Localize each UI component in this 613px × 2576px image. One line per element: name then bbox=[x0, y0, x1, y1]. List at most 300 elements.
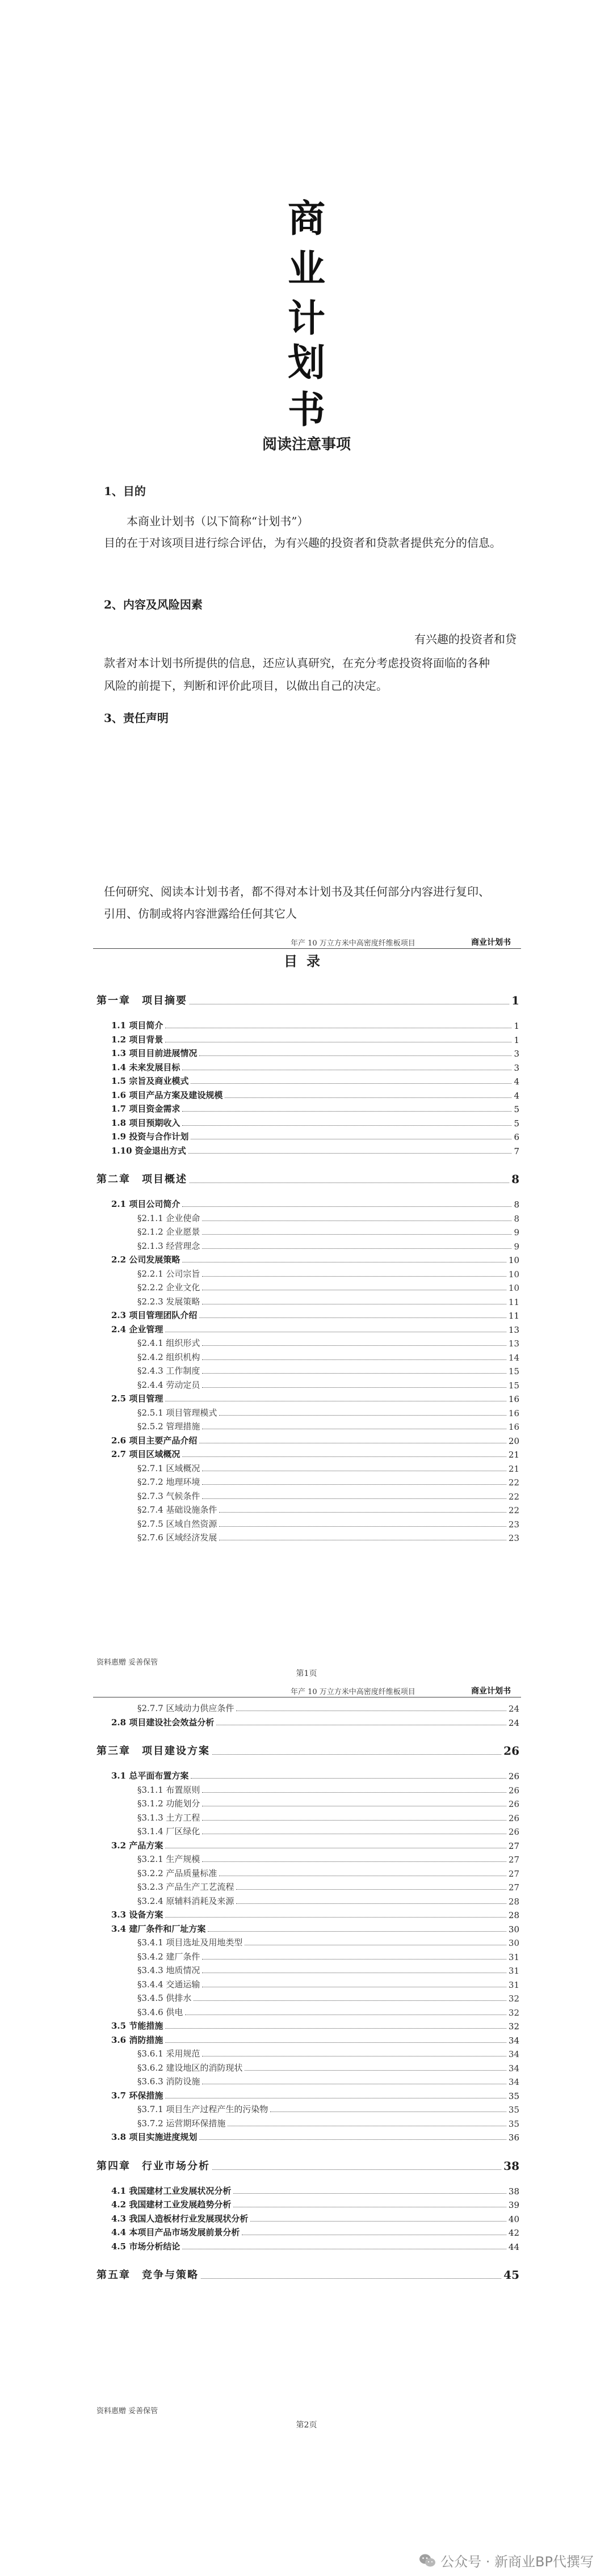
toc-leader-dots bbox=[199, 1317, 506, 1318]
toc-entry[interactable] bbox=[111, 2184, 519, 2197]
toc-entry-page: 6 bbox=[514, 1132, 519, 1142]
toc-entry[interactable] bbox=[137, 1420, 519, 1432]
toc-leader-dots bbox=[219, 1414, 506, 1416]
toc-leader-dots bbox=[270, 2111, 506, 2112]
toc-entry-page: 24 bbox=[508, 1717, 519, 1728]
toc-entry-label: 1.10 资金退出方式 bbox=[111, 1145, 186, 1156]
toc-leader-dots bbox=[219, 1539, 506, 1540]
toc-entry[interactable] bbox=[111, 1033, 519, 1045]
footer-confidential: 资料惠赠 妥善保管 bbox=[96, 2407, 158, 2415]
toc-leader-dots bbox=[202, 1373, 506, 1374]
toc-entry-page: 27 bbox=[508, 1868, 519, 1879]
toc-entry[interactable] bbox=[111, 1392, 519, 1404]
toc-leader-dots bbox=[182, 2248, 506, 2249]
toc-entry-label: 4.3 我国人造板材行业发展现状分析 bbox=[111, 2213, 249, 2224]
toc-entry-page: 28 bbox=[508, 1910, 519, 1920]
toc-entry-label: §3.6.2 建设地区的消防现状 bbox=[137, 2062, 243, 2073]
toc-entry-page: 22 bbox=[508, 1477, 519, 1488]
section-heading: 1、目的 bbox=[104, 484, 146, 498]
toc-entry[interactable] bbox=[137, 2117, 519, 2129]
toc-entry-page: 5 bbox=[514, 1118, 519, 1129]
toc-entry-label: §3.1.4 厂区绿化 bbox=[137, 1826, 200, 1836]
toc-leader-dots bbox=[202, 1498, 506, 1499]
toc-entry-page: 10 bbox=[508, 1269, 519, 1279]
toc-chapter[interactable] bbox=[96, 2158, 519, 2173]
toc-leader-dots bbox=[199, 1055, 511, 1056]
toc-entry[interactable] bbox=[137, 1350, 519, 1363]
toc-entry-label: 3.6 消防措施 bbox=[111, 2034, 163, 2045]
toc-entry[interactable] bbox=[137, 1783, 519, 1796]
toc-entry-page: 28 bbox=[508, 1896, 519, 1907]
toc-entry[interactable] bbox=[111, 1130, 519, 1142]
toc-entry[interactable] bbox=[111, 2198, 519, 2210]
toc-entry-page: 35 bbox=[508, 2105, 519, 2115]
toc-leader-dots bbox=[212, 2169, 501, 2170]
toc-entry-page: 32 bbox=[508, 2007, 519, 2018]
toc-leader-dots bbox=[202, 1833, 506, 1834]
toc-entry-label: 1.1 项目简介 bbox=[111, 1020, 163, 1031]
toc-entry-page: 26 bbox=[508, 1771, 519, 1781]
toc-entry[interactable] bbox=[137, 1880, 519, 1893]
watermark-text: 公众号 · 新商业BP代撰写 bbox=[440, 2554, 594, 2570]
toc-leader-dots bbox=[202, 1276, 506, 1277]
toc-entry-page: 5 bbox=[514, 1104, 519, 1114]
toc-chapter[interactable] bbox=[96, 1171, 519, 1186]
toc-entry[interactable] bbox=[111, 1074, 519, 1087]
toc-entry-label: §2.4.4 劳动定员 bbox=[137, 1379, 200, 1390]
toc-leader-dots bbox=[202, 1986, 506, 1987]
toc-entry[interactable] bbox=[137, 1991, 519, 2004]
toc-entry-label: 1.7 项目资金需求 bbox=[111, 1104, 180, 1114]
toc-entry-page: 23 bbox=[508, 1533, 519, 1543]
toc-entry-page: 34 bbox=[508, 2049, 519, 2059]
section-heading: 3、责任声明 bbox=[104, 711, 169, 725]
toc-entry[interactable] bbox=[137, 2102, 519, 2115]
toc-entry-page: 30 bbox=[508, 1924, 519, 1935]
toc-entry[interactable] bbox=[137, 1963, 519, 1976]
toc-leader-dots bbox=[165, 1847, 506, 1848]
toc-leader-dots bbox=[191, 1777, 506, 1779]
toc-entry[interactable] bbox=[137, 1797, 519, 1809]
toc-entry-label: §3.4.4 交通运输 bbox=[137, 1979, 200, 1990]
toc-entry-label: §2.7.2 地理环境 bbox=[137, 1477, 200, 1487]
toc-entry[interactable] bbox=[111, 2019, 519, 2032]
toc-entry[interactable] bbox=[111, 1253, 519, 1265]
footer-confidential: 资料惠赠 妥善保管 bbox=[96, 1658, 158, 1667]
toc-entry-label: §3.2.3 产品生产工艺流程 bbox=[137, 1882, 234, 1892]
toc-entry[interactable] bbox=[137, 1462, 519, 1474]
toc-entry-page: 32 bbox=[508, 1994, 519, 2004]
toc-entry[interactable] bbox=[111, 1716, 519, 1728]
toc-entry[interactable] bbox=[111, 1308, 519, 1321]
toc-entry[interactable] bbox=[137, 1211, 519, 1224]
page-number: 第2页 bbox=[296, 2421, 317, 2430]
toc-leader-dots bbox=[202, 1819, 506, 1821]
toc-leader-dots bbox=[202, 1484, 506, 1485]
toc-entry[interactable] bbox=[111, 2130, 519, 2143]
toc-entry-page: 31 bbox=[508, 1952, 519, 1962]
toc-entry-label: 4.2 我国建材工业发展趋势分析 bbox=[111, 2199, 232, 2210]
toc-entry-page: 26 bbox=[503, 1744, 519, 1758]
body-line: 目的在于对该项目进行综合评估，为有兴趣的投资者和贷款者提供充分的信息。 bbox=[104, 536, 501, 550]
toc-leader-dots bbox=[202, 1805, 506, 1806]
toc-entry-page: 26 bbox=[508, 1785, 519, 1796]
toc-leader-dots bbox=[236, 1903, 506, 1904]
toc-entry-label: 4.4 本项目产品市场发展前景分析 bbox=[111, 2227, 240, 2237]
toc-entry[interactable] bbox=[137, 2047, 519, 2059]
toc-leader-dots bbox=[245, 2070, 506, 2071]
toc-leader-dots bbox=[233, 2193, 506, 2194]
toc-leader-dots bbox=[202, 1958, 506, 1960]
toc-entry-page: 15 bbox=[508, 1366, 519, 1376]
toc-entry-page: 31 bbox=[508, 1966, 519, 1976]
cover-title-char: 书 bbox=[288, 387, 325, 432]
toc-entry-page: 20 bbox=[508, 1435, 519, 1446]
toc-entry-label: §2.1.3 经营理念 bbox=[137, 1240, 200, 1251]
toc-entry-label: 4.5 市场分析结论 bbox=[111, 2241, 180, 2252]
toc-entry-label: 第二章 项目概述 bbox=[96, 1173, 187, 1185]
toc-entry-label: 4.1 我国建材工业发展状况分析 bbox=[111, 2185, 232, 2196]
toc-leader-dots bbox=[199, 1442, 506, 1443]
toc-entry-label: 1.4 未来发展目标 bbox=[111, 1062, 180, 1072]
toc-entry-label: §2.4.3 工作制度 bbox=[137, 1366, 200, 1376]
toc-entry-page: 11 bbox=[508, 1297, 519, 1307]
toc-entry-page: 1 bbox=[514, 1021, 519, 1031]
toc-leader-dots bbox=[202, 2055, 506, 2056]
toc-entry-page: 38 bbox=[508, 2186, 519, 2197]
toc-entry-label: 2.5 项目管理 bbox=[111, 1393, 163, 1404]
toc-entry-page: 1 bbox=[514, 1034, 519, 1045]
toc-entry-label: 2.2 公司发展策略 bbox=[111, 1255, 180, 1265]
toc-entry-label: §3.7.1 项目生产过程产生的污染物 bbox=[137, 2104, 268, 2114]
cover-title-char: 划 bbox=[288, 340, 325, 385]
toc-entry-label: §3.2.4 原辅料消耗及来源 bbox=[137, 1895, 234, 1906]
toc-leader-dots bbox=[202, 1387, 506, 1388]
toc-entry-label: §3.1.3 土方工程 bbox=[137, 1812, 200, 1823]
toc-entry-page: 21 bbox=[508, 1450, 519, 1460]
toc-leader-dots bbox=[236, 1889, 506, 1890]
toc-entry-label: 3.4 建厂条件和厂址方案 bbox=[111, 1923, 206, 1934]
toc-leader-dots bbox=[219, 1511, 506, 1513]
toc-entry[interactable] bbox=[111, 1116, 519, 1129]
toc-entry-label: 1.3 项目目前进展情况 bbox=[111, 1048, 198, 1058]
toc-entry-label: 3.1 总平面布置方案 bbox=[111, 1771, 189, 1781]
toc-leader-dots bbox=[202, 1861, 506, 1862]
toc-entry[interactable] bbox=[137, 1267, 519, 1279]
toc-leader-dots bbox=[208, 1931, 506, 1932]
toc-entry-page: 23 bbox=[508, 1519, 519, 1530]
header-project: 年产 10 万立方米中高密度纤维板项目 bbox=[291, 939, 415, 948]
toc-entry-page: 4 bbox=[514, 1090, 519, 1101]
toc-entry-label: 3.2 产品方案 bbox=[111, 1840, 163, 1851]
header-project: 年产 10 万立方米中高密度纤维板项目 bbox=[291, 1688, 415, 1696]
toc-leader-dots bbox=[182, 1261, 506, 1262]
toc-entry-label: §3.4.6 供电 bbox=[137, 2007, 183, 2017]
toc-entry-label: 1.5 宗旨及商业模式 bbox=[111, 1076, 189, 1086]
toc-leader-dots bbox=[219, 1526, 506, 1527]
toc-entry-label: 1.6 项目产品方案及建设规模 bbox=[111, 1089, 223, 1100]
toc-leader-dots bbox=[199, 2139, 506, 2140]
toc-entry[interactable] bbox=[137, 1475, 519, 1488]
toc-entry[interactable] bbox=[111, 2226, 519, 2238]
toc-entry[interactable] bbox=[137, 1978, 519, 1990]
toc-entry-label: §2.2.1 公司宗旨 bbox=[137, 1268, 200, 1279]
toc-entry-label: 3.3 设备方案 bbox=[111, 1910, 163, 1920]
toc-entry[interactable] bbox=[137, 1364, 519, 1376]
cover-title-char: 商 bbox=[288, 196, 325, 240]
toc-entry-page: 9 bbox=[514, 1241, 519, 1252]
toc-entry-page: 10 bbox=[508, 1255, 519, 1265]
toc-entry[interactable] bbox=[137, 1503, 519, 1515]
toc-entry[interactable] bbox=[137, 1701, 519, 1714]
toc-entry[interactable] bbox=[111, 1061, 519, 1073]
toc-entry[interactable] bbox=[111, 2240, 519, 2252]
body-line: 款者对本计划书所提供的信息，还应认真研究，在充分考虑投资将面临的各种 bbox=[104, 656, 490, 670]
toc-leader-dots bbox=[182, 1206, 511, 1207]
toc-leader-dots bbox=[202, 1428, 506, 1429]
toc-entry[interactable] bbox=[137, 1825, 519, 1837]
toc-entry-label: §2.4.1 组织形式 bbox=[137, 1338, 200, 1348]
toc-entry-label: 第五章 竞争与策略 bbox=[96, 2269, 199, 2281]
toc-leader-dots bbox=[202, 1220, 511, 1221]
toc-entry[interactable] bbox=[137, 1295, 519, 1307]
toc-entry-page: 8 bbox=[511, 1172, 519, 1186]
toc-entry[interactable] bbox=[137, 2005, 519, 2018]
toc-entry-label: 2.1 项目公司简介 bbox=[111, 1199, 180, 1209]
toc-entry-page: 16 bbox=[508, 1408, 519, 1418]
toc-entry[interactable] bbox=[111, 1046, 519, 1059]
toc-entry-label: §3.2.2 产品质量标准 bbox=[137, 1868, 217, 1878]
cover-title-char: 计 bbox=[288, 296, 325, 340]
toc-leader-dots bbox=[182, 1125, 511, 1126]
toc-entry-label: 2.4 企业管理 bbox=[111, 1324, 163, 1335]
toc-entry[interactable] bbox=[111, 1922, 519, 1935]
toc-leader-dots bbox=[165, 2028, 506, 2029]
toc-entry[interactable] bbox=[137, 2075, 519, 2087]
toc-entry[interactable] bbox=[111, 1769, 519, 1781]
toc-entry[interactable] bbox=[137, 1936, 519, 1948]
toc-entry-page: 38 bbox=[503, 2159, 519, 2173]
toc-title: 目录 bbox=[284, 953, 329, 969]
toc-entry-label: §3.4.5 供排水 bbox=[137, 1993, 192, 2003]
toc-leader-dots bbox=[202, 1359, 506, 1360]
toc-entry-label: §3.2.1 生产规模 bbox=[137, 1854, 200, 1864]
toc-leader-dots bbox=[190, 1182, 509, 1183]
toc-entry-label: §2.1.1 企业使命 bbox=[137, 1213, 200, 1223]
toc-leader-dots bbox=[242, 2234, 506, 2235]
toc-entry-page: 26 bbox=[508, 1799, 519, 1809]
toc-entry-page: 8 bbox=[514, 1213, 519, 1224]
toc-leader-dots bbox=[202, 1303, 506, 1304]
toc-entry[interactable] bbox=[137, 1489, 519, 1502]
toc-leader-dots bbox=[202, 1470, 506, 1471]
toc-entry[interactable] bbox=[137, 1531, 519, 1543]
toc-entry[interactable] bbox=[137, 1378, 519, 1391]
toc-entry-page: 22 bbox=[508, 1491, 519, 1502]
toc-entry-page: 16 bbox=[508, 1394, 519, 1404]
toc-entry[interactable] bbox=[111, 1908, 519, 1920]
toc-entry[interactable] bbox=[111, 1323, 519, 1335]
toc-entry-page: 26 bbox=[508, 1827, 519, 1837]
toc-leader-dots bbox=[202, 1972, 506, 1973]
toc-entry-label: 第三章 项目建设方案 bbox=[96, 1745, 210, 1757]
toc-entry-page: 22 bbox=[508, 1505, 519, 1515]
body-line: 有兴趣的投资者和贷 bbox=[414, 632, 517, 646]
toc-entry-page: 35 bbox=[508, 2091, 519, 2101]
toc-entry[interactable] bbox=[111, 2089, 519, 2101]
toc-entry[interactable] bbox=[111, 1144, 519, 1156]
toc-leader-dots bbox=[165, 1916, 506, 1918]
toc-leader-dots bbox=[202, 1345, 506, 1346]
toc-entry[interactable] bbox=[111, 2212, 519, 2224]
toc-entry[interactable] bbox=[111, 1434, 519, 1446]
toc-leader-dots bbox=[182, 1069, 511, 1070]
toc-entry[interactable] bbox=[111, 1197, 519, 1210]
toc-leader-dots bbox=[201, 2278, 501, 2279]
toc-entry[interactable] bbox=[111, 1102, 519, 1114]
toc-leader-dots bbox=[245, 1944, 506, 1945]
toc-leader-dots bbox=[236, 1710, 506, 1711]
toc-entry-page: 3 bbox=[514, 1062, 519, 1073]
toc-entry-page: 15 bbox=[508, 1380, 519, 1391]
toc-entry[interactable] bbox=[111, 1447, 519, 1460]
toc-leader-dots bbox=[190, 1003, 509, 1004]
toc-entry[interactable] bbox=[137, 1517, 519, 1530]
toc-entry[interactable] bbox=[137, 1281, 519, 1293]
toc-entry-page: 27 bbox=[508, 1840, 519, 1851]
toc-entry[interactable] bbox=[111, 2033, 519, 2046]
toc-entry[interactable] bbox=[137, 1852, 519, 1865]
toc-entry-label: §2.1.2 企业愿景 bbox=[137, 1227, 200, 1237]
toc-entry[interactable] bbox=[137, 1336, 519, 1349]
toc-entry-label: §2.5.2 管理措施 bbox=[137, 1421, 200, 1431]
cover-title-char: 业 bbox=[288, 246, 325, 290]
toc-chapter[interactable] bbox=[96, 1743, 519, 1758]
toc-entry-label: §2.7.5 区域自然资源 bbox=[137, 1518, 217, 1529]
toc-leader-dots bbox=[182, 1110, 511, 1112]
toc-chapter[interactable] bbox=[96, 2267, 519, 2282]
toc-entry-label: 2.7 项目区域概况 bbox=[111, 1449, 180, 1459]
toc-entry[interactable] bbox=[137, 1811, 519, 1823]
toc-entry-page: 1 bbox=[511, 994, 519, 1007]
toc-entry-label: 3.5 节能措施 bbox=[111, 2021, 163, 2031]
section-heading: 2、内容及风险因素 bbox=[104, 598, 203, 611]
toc-entry-label: §2.4.2 组织机构 bbox=[137, 1352, 200, 1362]
toc-entry-page: 7 bbox=[514, 1146, 519, 1156]
watermark bbox=[419, 2550, 594, 2570]
page-number: 第1页 bbox=[296, 1669, 317, 1678]
header-rule bbox=[93, 948, 521, 949]
toc-leader-dots bbox=[165, 1041, 511, 1042]
toc-entry-page: 42 bbox=[508, 2228, 519, 2238]
toc-leader-dots bbox=[202, 1792, 506, 1793]
toc-entry-label: §3.7.2 运营期环保措施 bbox=[137, 2118, 226, 2129]
toc-entry[interactable] bbox=[137, 1225, 519, 1238]
toc-entry-page: 45 bbox=[503, 2268, 519, 2282]
toc-leader-dots bbox=[182, 1456, 506, 1457]
toc-entry-label: 2.8 项目建设社会效益分析 bbox=[111, 1717, 215, 1728]
toc-leader-dots bbox=[165, 1400, 506, 1401]
toc-entry-label: §2.7.6 区域经济发展 bbox=[137, 1532, 217, 1543]
body-line: 风险的前提下，判断和评价此项目，以做出自己的决定。 bbox=[104, 679, 388, 692]
toc-entry-page: 40 bbox=[508, 2214, 519, 2224]
toc-leader-dots bbox=[212, 1754, 501, 1755]
header-doc: 商业计划书 bbox=[471, 1687, 511, 1696]
toc-leader-dots bbox=[165, 1331, 506, 1332]
toc-entry-page: 13 bbox=[508, 1338, 519, 1349]
toc-entry[interactable] bbox=[137, 1239, 519, 1252]
toc-leader-dots bbox=[191, 1138, 511, 1139]
toc-entry-label: 第四章 行业市场分析 bbox=[96, 2160, 210, 2172]
toc-leader-dots bbox=[202, 1248, 511, 1249]
toc-entry-page: 13 bbox=[508, 1324, 519, 1335]
toc-entry-label: §2.2.3 发展策略 bbox=[137, 1296, 200, 1307]
toc-leader-dots bbox=[165, 2042, 506, 2043]
toc-entry-page: 31 bbox=[508, 1979, 519, 1990]
toc-entry-page: 16 bbox=[508, 1422, 519, 1432]
toc-entry-label: 3.7 环保措施 bbox=[111, 2090, 163, 2101]
toc-entry-page: 27 bbox=[508, 1855, 519, 1865]
toc-leader-dots bbox=[188, 1152, 512, 1154]
toc-entry-label: §3.4.2 建厂条件 bbox=[137, 1951, 200, 1962]
toc-entry-label: §3.4.3 地质情况 bbox=[137, 1965, 200, 1975]
toc-entry-page: 26 bbox=[508, 1813, 519, 1823]
header-doc: 商业计划书 bbox=[471, 938, 511, 947]
toc-entry-label: §2.2.2 企业文化 bbox=[137, 1282, 200, 1293]
wechat-icon bbox=[419, 2553, 436, 2568]
toc-entry-page: 39 bbox=[508, 2200, 519, 2210]
toc-entry[interactable] bbox=[137, 2061, 519, 2074]
toc-entry-label: §3.4.1 项目选址及用地类型 bbox=[137, 1937, 243, 1948]
toc-leader-dots bbox=[202, 1289, 506, 1290]
toc-entry-page: 34 bbox=[508, 2063, 519, 2074]
toc-entry[interactable] bbox=[111, 1019, 519, 1031]
toc-entry-label: 2.6 项目主要产品介绍 bbox=[111, 1435, 198, 1446]
toc-entry-label: §3.1.2 功能划分 bbox=[137, 1798, 200, 1809]
toc-entry-label: §2.7.4 基础设施条件 bbox=[137, 1505, 217, 1515]
toc-entry-page: 8 bbox=[514, 1200, 519, 1210]
toc-entry-label: 1.2 项目背景 bbox=[111, 1034, 163, 1045]
toc-entry-page: 34 bbox=[508, 2035, 519, 2046]
body-line: 任何研究、阅读本计划书者，都不得对本计划书及其任何部分内容进行复印、 bbox=[104, 885, 490, 898]
toc-entry-page: 21 bbox=[508, 1463, 519, 1474]
toc-entry-page: 30 bbox=[508, 1938, 519, 1948]
toc-entry-page: 35 bbox=[508, 2118, 519, 2129]
toc-entry[interactable] bbox=[137, 1894, 519, 1907]
toc-entry-label: §3.1.1 布置原则 bbox=[137, 1784, 200, 1795]
toc-entry-label: 3.8 项目实施进度规划 bbox=[111, 2132, 198, 2142]
toc-leader-dots bbox=[216, 1724, 506, 1725]
toc-entry[interactable] bbox=[137, 1406, 519, 1418]
toc-leader-dots bbox=[165, 1027, 511, 1028]
toc-entry-page: 10 bbox=[508, 1283, 519, 1293]
body-line: 本商业计划书（以下简称“计划书”） bbox=[127, 514, 309, 528]
toc-leader-dots bbox=[191, 1083, 511, 1084]
toc-entry-page: 4 bbox=[514, 1076, 519, 1087]
toc-entry-label: 1.8 项目预期收入 bbox=[111, 1117, 180, 1128]
toc-entry-label: §3.6.1 采用规范 bbox=[137, 2049, 200, 2059]
toc-entry-page: 36 bbox=[508, 2132, 519, 2143]
toc-entry-page: 27 bbox=[508, 1882, 519, 1893]
toc-leader-dots bbox=[233, 2206, 506, 2207]
toc-chapter[interactable] bbox=[96, 993, 519, 1007]
toc-entry[interactable] bbox=[137, 1866, 519, 1879]
toc-entry-label: 1.9 投资与合作计划 bbox=[111, 1131, 189, 1142]
toc-entry[interactable] bbox=[111, 1839, 519, 1851]
toc-entry[interactable] bbox=[137, 1950, 519, 1962]
toc-entry[interactable] bbox=[111, 1088, 519, 1101]
toc-entry-label: 第一章 项目摘要 bbox=[96, 995, 187, 1007]
